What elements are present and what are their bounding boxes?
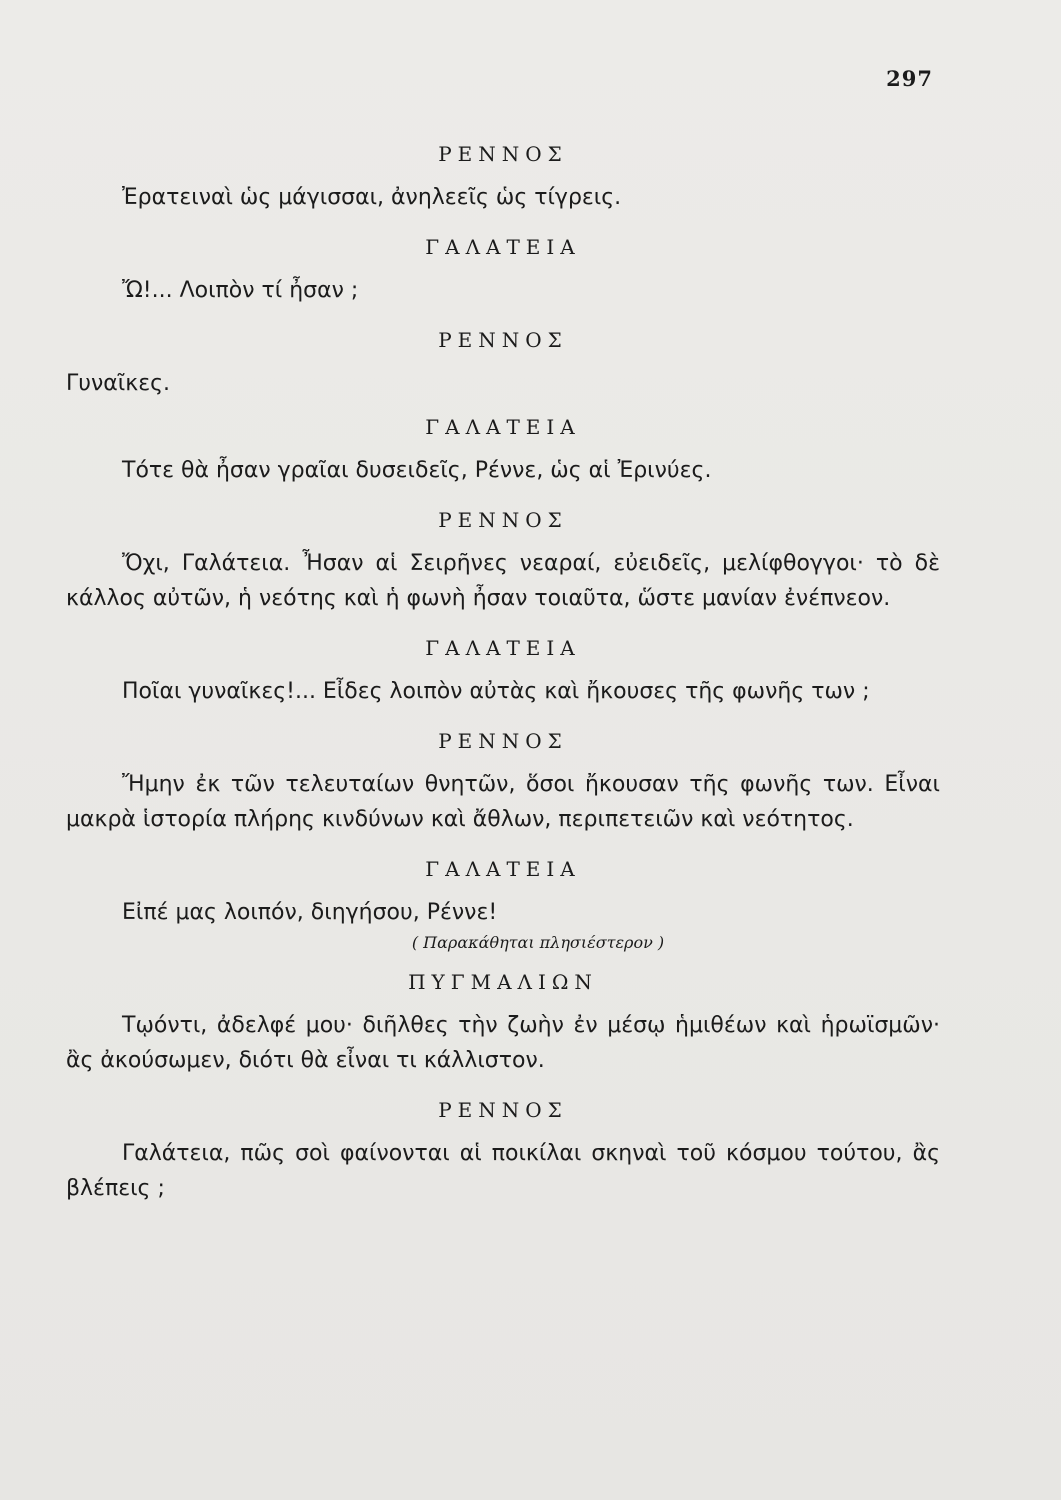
dialogue-line: Ὤ!... Λοιπὸν τί ἦσαν ;: [122, 278, 359, 303]
speaker-name: ΡΕΝΝΟΣ: [438, 142, 568, 166]
dialogue-line: Ποῖαι γυναῖκες!... Εἶδες λοιπὸν αὐτὰς καὶ ἤκουσες τῆς φωνῆς των ;: [122, 679, 870, 704]
speaker-name: ΓΑΛΑΤΕΙΑ: [425, 235, 581, 259]
dialogue-line: Τῳόντι, ἀδελφέ μου· διῆλθες τὴν ζωὴν ἐν μέσῳ ἡμιθέων καὶ ἡρωϊσμῶν· ἂς ἀκούσωμεν, διότι θὰ εἶναι τι κάλλιστον.: [66, 1013, 940, 1073]
speaker-name: ΓΑΛΑΤΕΙΑ: [425, 636, 581, 660]
dialogue-line: Ὄχι, Γαλάτεια. Ἦσαν αἱ Σειρῆνες νεαραί, εὐειδεῖς, μελίφθογγοι· τὸ δὲ κάλλος αὐτῶν, ἡ νεότης καὶ ἡ φωνὴ ἦσαν τοιαῦτα, ὥστε μανίαν ἐνέπνεον.: [66, 551, 940, 611]
dialogue-line: Ἐρατειναὶ ὡς μάγισσαι, ἀνηλεεῖς ὡς τίγρεις.: [122, 185, 622, 210]
speaker-name: ΡΕΝΝΟΣ: [438, 328, 568, 352]
dialogue-line: Εἰπέ μας λοιπόν, διηγήσου, Ρέννε!: [122, 900, 498, 925]
dialogue-line: Ἤμην ἐκ τῶν τελευταίων θνητῶν, ὅσοι ἤκουσαν τῆς φωνῆς των. Εἶναι μακρὰ ἱστορία πλήρης κινδύνων καὶ ἄθλων, περιπετειῶν καὶ νεότητος.: [66, 772, 940, 832]
speaker-name: ΠΥΓΜΑΛΙΩΝ: [408, 970, 598, 994]
speaker-name: ΓΑΛΑΤΕΙΑ: [425, 857, 581, 881]
page-content: [66, 140, 940, 1206]
page-number: 297: [886, 66, 933, 91]
stage-direction: ( Παρακάθηται πλησιέστερον ): [411, 933, 665, 952]
speaker-name: ΡΕΝΝΟΣ: [438, 1098, 568, 1122]
speaker-name: ΡΕΝΝΟΣ: [438, 729, 568, 753]
dialogue-line: Γαλάτεια, πῶς σοὶ φαίνονται αἱ ποικίλαι σκηναὶ τοῦ κόσμου τούτου, ἂς βλέπεις ;: [66, 1141, 940, 1201]
dialogue-line: Τότε θὰ ἦσαν γραῖαι δυσειδεῖς, Ρέννε, ὡς αἱ Ἐρινύες.: [122, 458, 712, 483]
speaker-name: ΡΕΝΝΟΣ: [438, 508, 568, 532]
speaker-name: ΓΑΛΑΤΕΙΑ: [425, 415, 581, 439]
dialogue-line: Γυναῖκες.: [66, 371, 170, 396]
